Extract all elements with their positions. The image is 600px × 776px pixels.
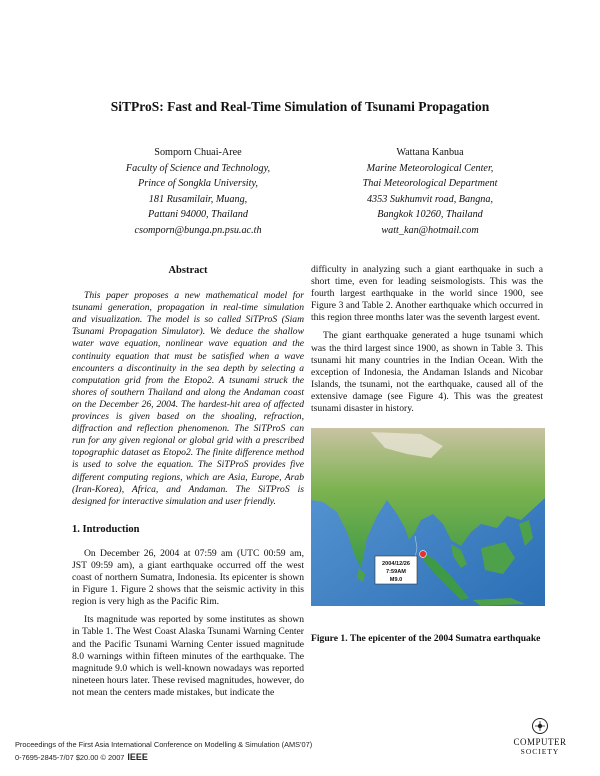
ieee-logo: IEEE bbox=[127, 752, 148, 762]
section-heading-introduction: 1. Introduction bbox=[72, 523, 140, 535]
epicenter-label-magnitude: M9.0 bbox=[389, 577, 403, 584]
right-column bbox=[311, 264, 543, 645]
abstract-body: This paper proposes a new mathematical model for tsunami generation, propagation in real-time simulation and visualization. The model is so called SiTProS (Siam Tsunami Propagation Simulator). We deduce the shallow water wave equation, nonlinear wave equation and the continuity equation that must be satisfied when a wave encounters a discontinuity in the sea depth by selecting a computation grid from the Etopo2. A tsunami struck the shores of southern Thailand and along the Andaman coast on the December 26, 2004. The hardest-hit area of affected provinces is given based on the shoaling, refraction, diffraction and reflection phenomenon. The SiTProS can run for any given regional or global grid with a prescribed topographic dataset as Etopo2. The finite difference method is used to solve the equation. The SiTProS provides five different computing regions, which are Asia, Europe, Arab (Iran-Korea), Africa, and Andaman. The SiTProS is designed for interactive simulation and user friendly. bbox=[72, 290, 304, 507]
author-email: watt_kan@hotmail.com bbox=[381, 224, 479, 236]
paragraph: difficulty in analyzing such a giant earthquake in such a short time, even for leading seismologists. This was the fourth largest earthquake in the world since 1900, see Figure 3 and Table 2. Another earthquake which occurred in this region three months later was the seventh largest event. bbox=[311, 264, 543, 324]
society-emblem-icon bbox=[531, 717, 549, 735]
author-affiliation: Faculty of Science and Technology, bbox=[125, 162, 271, 174]
figure-caption: Figure 1. The epicenter of the 2004 Sumatra earthquake bbox=[311, 633, 541, 645]
society-name-line2: SOCIETY bbox=[520, 747, 560, 756]
epicenter-label-date: 2004/12/26 bbox=[382, 561, 410, 568]
abstract-heading: Abstract bbox=[168, 265, 208, 276]
author-affiliation: Prince of Songkla University, bbox=[138, 178, 258, 189]
map-image bbox=[311, 428, 545, 606]
author-name: Wattana Kanbua bbox=[396, 147, 464, 158]
footer-proceedings: Proceedings of the First Asia International Conference on Modelling & Simulation (AMS'07) bbox=[15, 740, 313, 749]
paragraph: On December 26, 2004 at 07:59 am (UTC 00:59 am, JST 09:59 am), a giant earthquake occurred off the west coast of northern Sumatra, Indonesia. Its epicenter is shown in Figure 1. Figure 2 shows that the seismic activity in this region is very high as the Pacific Rim. bbox=[72, 547, 304, 608]
author-affiliation: Thai Meteorological Department bbox=[362, 178, 498, 189]
author-address: Bangkok 10260, Thailand bbox=[377, 209, 483, 220]
author-block-right bbox=[320, 145, 540, 238]
epicenter-marker bbox=[420, 551, 427, 558]
computer-society-logo bbox=[500, 717, 580, 756]
figure-epicenter-map bbox=[311, 428, 545, 606]
paragraph: Its magnitude was reported by some institutes as shown in Table 1. The West Coast Alaska Tsunami Warning Center and the Pacific Tsunami Warning Center issued magnitude 8.0 warnings within fifteen minutes of the earthquake. The magnitude 9.0 which is well-known nowadays was reported nineteen hours later. These revised magnitudes, however, do not mean the centers made mistakes, but indicate the bbox=[72, 614, 304, 698]
paper-title: SiTProS: Fast and Real-Time Simulation of Tsunami Propagation bbox=[110, 99, 490, 114]
author-address: 181 Rusamilair, Muang, bbox=[148, 193, 248, 205]
paragraph: The giant earthquake generated a huge tsunami which was the third largest since 1900, as shown in Table 3. This tsunami hit many countries in the Indian Ocean. With the exception of Indonesia, the Andaman Islands and Nicobar Islands, the tsunami, not the earthquake, caused all of the extensive damage (see Figure 4). This was the greatest tsunami disaster in history. bbox=[311, 330, 543, 415]
author-affiliation: Marine Meteorological Center, bbox=[366, 162, 494, 174]
footer-copyright bbox=[15, 752, 148, 762]
footer-isbn: 0-7695-2845-7/07 $20.00 © 2007 bbox=[15, 753, 125, 762]
author-name: Somporn Chuai-Aree bbox=[154, 147, 242, 158]
epicenter-label-time: 7:59AM bbox=[386, 569, 406, 576]
left-column bbox=[72, 265, 304, 699]
society-name-line1: COMPUTER bbox=[513, 737, 567, 747]
author-email: csomporn@bunga.pn.psu.ac.th bbox=[134, 224, 262, 236]
author-address: 4353 Sukhumvit road, Bangna, bbox=[366, 193, 494, 205]
author-address: Pattani 94000, Thailand bbox=[148, 209, 248, 220]
author-block-left bbox=[88, 145, 308, 238]
